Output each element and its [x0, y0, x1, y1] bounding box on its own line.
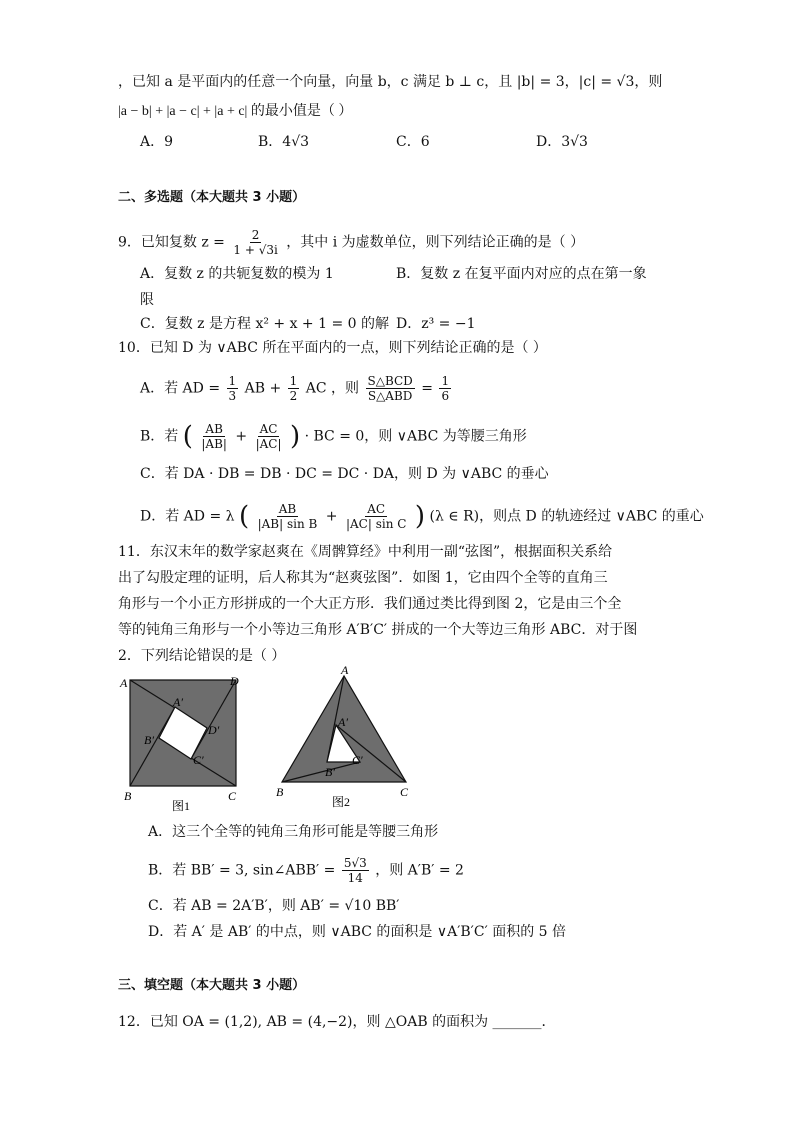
fig1-label-b-prime: B′ — [144, 733, 154, 747]
q10-b-f2n: AC — [259, 422, 278, 436]
section-2-heading: 二、多选题（本大题共 3 小题） — [118, 190, 306, 205]
q8-opt-d: D．3√3 — [536, 134, 588, 150]
q11-line3: 角形与一个小正方形拼成的一个大正方形．我们通过类比得到图 2，它是由三个全 — [118, 596, 622, 612]
q8-line1: ，已知 a 是平面内的任意一个向量，向量 b，c 满足 b ⊥ c，且 |b| = 3，|c| = √3，则 — [118, 74, 663, 90]
figure-2 — [272, 662, 422, 812]
q10-b-pre: B．若 — [140, 428, 179, 445]
q10-b-lparen: ( — [182, 421, 193, 452]
fig1-label-a: A — [120, 676, 128, 690]
q11-opt-a: A．这三个全等的钝角三角形可能是等腰三角形 — [148, 824, 439, 840]
q10-b-f2d: |AC| — [255, 437, 282, 451]
q10-opt-a — [140, 374, 453, 403]
fig1-label-d: D — [230, 674, 239, 688]
q10-a-pre: A．若 AD = — [140, 380, 221, 397]
q10-b-f1n: AB — [205, 422, 223, 436]
q10-a-frac1 — [227, 374, 239, 403]
q9-stem — [118, 228, 584, 257]
fig1-caption: 图1 — [172, 799, 191, 813]
section-3-heading: 三、填空题（本大题共 3 小题） — [118, 978, 306, 993]
q10-b-f1d: |AB| — [201, 437, 227, 451]
q10-d-f1d: |AB| sin B — [257, 517, 318, 531]
q9-stem-b: ，其中 i 为虚数单位，则下列结论正确的是（ ） — [286, 234, 585, 251]
fig2-label-a: A — [341, 663, 349, 677]
q9-fraction — [231, 228, 279, 257]
q11-b-frac — [342, 856, 369, 885]
q10-d-frac2 — [344, 502, 408, 531]
q9-stem-a: 9．已知复数 z = — [118, 234, 225, 251]
q10-a-frac2 — [288, 374, 300, 403]
q10-a-f3d: S△ABD — [367, 389, 413, 403]
q8-options — [140, 132, 588, 152]
q10-a-f1n: 1 — [228, 374, 237, 388]
q10-b-plus: + — [235, 428, 248, 445]
q10-a-f2n: 1 — [289, 374, 298, 388]
q11-line4: 等的钝角三角形与一个小等边三角形 A′B′C′ 拼成的一个大等边三角形 ABC．对于图 — [118, 622, 638, 638]
q10-a-eq: = — [421, 380, 433, 397]
q11-opt-c: C．若 AB = 2A′B′，则 AB′ = √10 BB′ — [148, 898, 400, 914]
fig2-label-c: C — [400, 785, 409, 799]
q10-opt-b — [140, 422, 527, 451]
q10-a-f2d: 2 — [289, 389, 298, 403]
q9-opt-c: C．复数 z 是方程 x² + x + 1 = 0 的解 — [140, 316, 389, 332]
q9-opt-b-cont: 限 — [140, 292, 154, 308]
fig1-label-d-prime: D′ — [208, 723, 220, 737]
q8-opt-c: C．6 — [396, 134, 430, 150]
q11-b-pre: B．若 BB′ = 3, sin∠ABB′ = — [148, 862, 336, 879]
q10-d-frac1 — [256, 502, 320, 531]
q9-frac-num: 2 — [251, 228, 260, 242]
q10-b-frac2 — [254, 422, 284, 451]
q8-opt-b: B．4√3 — [258, 134, 310, 150]
q10-stem: 10．已知 D 为 ∨ABC 所在平面内的一点，则下列结论正确的是（ ） — [118, 340, 547, 356]
q10-d-pre: D．若 AD = λ — [140, 508, 235, 525]
q11-opt-d: D．若 A′ 是 AB′ 的中点，则 ∨ABC 的面积是 ∨A′B′C′ 面积的 5 倍 — [148, 924, 567, 940]
q10-b-frac1 — [199, 422, 229, 451]
q10-d-post: (λ ∈ R)，则点 D 的轨迹经过 ∨ABC 的重心 — [429, 508, 704, 525]
q10-a-frac3 — [366, 374, 415, 403]
q10-d-f1n: AB — [278, 502, 297, 516]
q11-line2: 出了勾股定理的证明，后人称其为“赵爽弦图”．如图 1，它由四个全等的直角三 — [118, 570, 608, 586]
fig2-label-b: B — [276, 785, 284, 799]
q11-b-post: ，则 A′B′ = 2 — [375, 862, 464, 879]
q10-a-f4n: 1 — [441, 374, 450, 388]
fig1-label-b: B — [124, 789, 132, 803]
fig2-label-c-prime: C′ — [352, 753, 363, 767]
fig1-label-a-prime: A′ — [173, 695, 183, 709]
q11-line1: 11．东汉末年的数学家赵爽在《周髀算经》中利用一副“弦图”，根据面积关系给 — [118, 544, 613, 560]
q10-a-f4d: 6 — [441, 389, 450, 403]
fig2-label-a-prime: A′ — [338, 715, 348, 729]
q10-a-mid: AB + — [244, 380, 282, 397]
q9-frac-den: 1 + √3i — [233, 243, 278, 257]
q10-a-f1d: 3 — [228, 389, 237, 403]
figure-1 — [112, 668, 258, 818]
q10-d-f2n: AC — [367, 502, 386, 516]
fig2-caption: 图2 — [332, 795, 351, 809]
fig1-label-c-prime: C′ — [193, 753, 204, 767]
q10-d-plus: + — [325, 508, 338, 525]
q11-opt-b — [148, 856, 464, 885]
q8-line2: |a − b| + |a − c| + |a + c| 的最小值是（ ） — [118, 104, 353, 119]
q10-a-post: AC ，则 — [305, 380, 360, 397]
q11-b-fn: 5√3 — [343, 856, 367, 870]
fig1-label-c: C — [228, 789, 237, 803]
q10-a-f3n: S△BCD — [367, 374, 413, 388]
q9-opt-a: A．复数 z 的共轭复数的模为 1 — [140, 266, 334, 282]
q11-line5: 2．下列结论错误的是（ ） — [118, 648, 286, 664]
q10-d-f2d: |AC| sin C — [345, 517, 407, 531]
q10-opt-d — [140, 502, 704, 531]
q11-b-fd: 14 — [347, 871, 363, 885]
q10-a-frac4 — [439, 374, 451, 403]
q10-b-rparen: ) — [289, 421, 301, 452]
q10-opt-c: C．若 DA · DB = DB · DC = DC · DA，则 D 为 ∨ABC 的垂心 — [140, 466, 549, 482]
q10-d-rparen: ) — [414, 501, 426, 532]
q10-b-post: · BC = 0，则 ∨ABC 为等腰三角形 — [304, 428, 527, 445]
q9-opt-d: D．z³ = −1 — [396, 316, 476, 332]
q9-opt-b: B．复数 z 在复平面内对应的点在第一象 — [396, 266, 647, 282]
q10-d-lparen: ( — [238, 501, 250, 532]
q8-opt-a: A．9 — [140, 134, 174, 150]
q12-stem: 12．已知 OA = (1,2), AB = (4,−2)，则 △OAB 的面积为 _______． — [118, 1014, 556, 1030]
fig2-label-b-prime: B′ — [325, 765, 335, 779]
